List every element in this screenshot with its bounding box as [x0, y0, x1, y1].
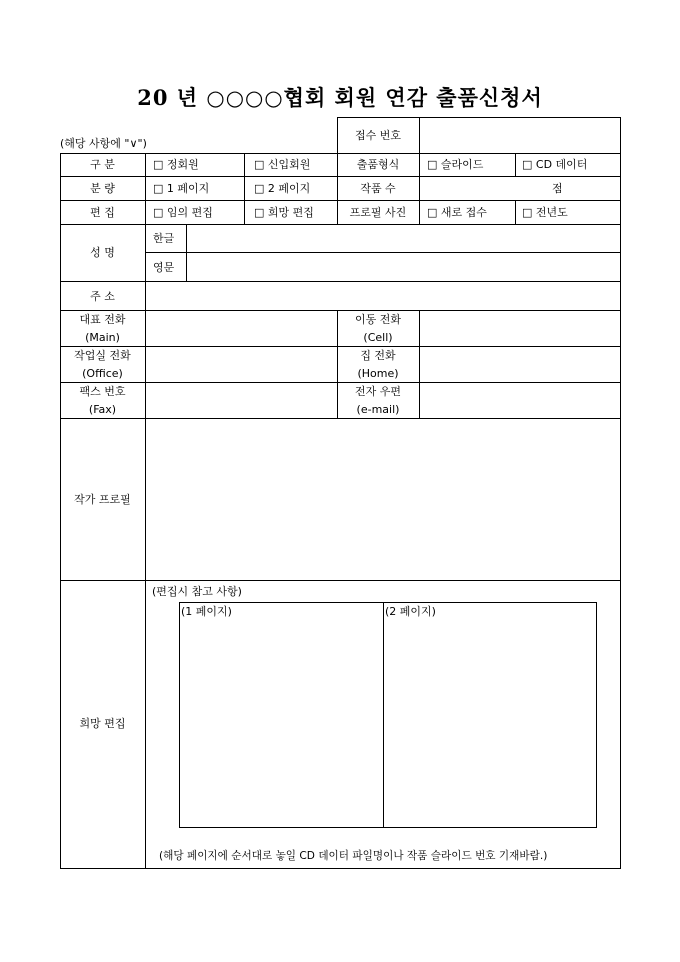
table-left-border [60, 153, 61, 869]
email-label-en: (e-mail) [356, 403, 400, 416]
edit-label: 편 집 [90, 206, 115, 219]
slide-checkbox[interactable]: □ 슬라이드 [427, 158, 484, 171]
category-label: 구 분 [90, 158, 115, 171]
address-field[interactable] [146, 282, 620, 310]
main-phone-field[interactable] [146, 311, 337, 346]
work-count-unit: 점 [552, 182, 563, 195]
english-name-label: 영문 [153, 261, 175, 274]
new-photo-checkbox[interactable]: □ 새로 접수 [427, 206, 487, 219]
fax-label: 팩스 번호 [79, 385, 126, 398]
page-1-field[interactable] [180, 620, 382, 826]
receipt-number-field[interactable] [420, 118, 620, 152]
name-label: 성 명 [90, 246, 115, 259]
regular-member-checkbox[interactable]: □ 정회원 [153, 158, 199, 171]
artist-profile-field[interactable] [146, 419, 620, 580]
home-phone-field[interactable] [420, 347, 620, 382]
page-2-field[interactable] [384, 620, 594, 826]
form-title: 20 년 ○○○○협회 회원 연감 출품신청서 [137, 85, 543, 110]
korean-name-label: 한글 [153, 232, 175, 245]
email-field[interactable] [420, 383, 620, 418]
two-page-checkbox[interactable]: □ 2 페이지 [254, 182, 311, 195]
check-instruction: (해당 사항에 "∨") [60, 137, 147, 150]
fax-field[interactable] [146, 383, 337, 418]
table-right-border [620, 117, 621, 869]
profile-photo-label: 프로필 사진 [349, 206, 407, 219]
main-phone-label-en: (Main) [85, 331, 120, 344]
previous-year-checkbox[interactable]: □ 전년도 [522, 206, 568, 219]
one-page-checkbox[interactable]: □ 1 페이지 [153, 182, 210, 195]
mobile-label: 이동 전화 [354, 313, 401, 326]
work-count-field[interactable] [420, 177, 620, 199]
wish-edit-label: 희망 편집 [79, 717, 126, 730]
fax-label-en: (Fax) [88, 403, 117, 416]
home-phone-label-en: (Home) [357, 367, 399, 380]
amount-label: 분 량 [90, 182, 115, 195]
address-label: 주 소 [90, 290, 115, 303]
new-member-checkbox[interactable]: □ 신입회원 [254, 158, 311, 171]
free-edit-checkbox[interactable]: □ 임의 편집 [153, 206, 213, 219]
studio-phone-label-en: (Office) [82, 367, 123, 380]
mobile-label-en: (Cell) [363, 331, 393, 344]
studio-phone-label: 작업실 전화 [74, 349, 131, 362]
mobile-field[interactable] [420, 311, 620, 346]
receipt-number-label: 접수 번호 [354, 129, 401, 142]
work-count-label: 작품 수 [360, 182, 396, 195]
artist-profile-label: 작가 프로필 [74, 493, 131, 506]
footnote: (해당 페이지에 순서대로 놓일 CD 데이터 파일명이나 작품 슬라이드 번호 기재바람.) [159, 850, 548, 862]
email-label: 전자 우편 [354, 385, 401, 398]
edit-reference-label: (편집시 참고 사항) [152, 585, 242, 598]
studio-phone-field[interactable] [146, 347, 337, 382]
home-phone-label: 집 전화 [360, 349, 396, 362]
wish-edit-checkbox[interactable]: □ 희망 편집 [254, 206, 314, 219]
submission-format-label: 출품형식 [356, 158, 400, 171]
page-1-label: (1 페이지) [181, 605, 232, 618]
english-name-field[interactable] [187, 253, 620, 281]
main-phone-label: 대표 전화 [79, 313, 126, 326]
korean-name-field[interactable] [187, 225, 620, 252]
page-2-label: (2 페이지) [385, 605, 436, 618]
cd-data-checkbox[interactable]: □ CD 데이터 [522, 158, 588, 171]
